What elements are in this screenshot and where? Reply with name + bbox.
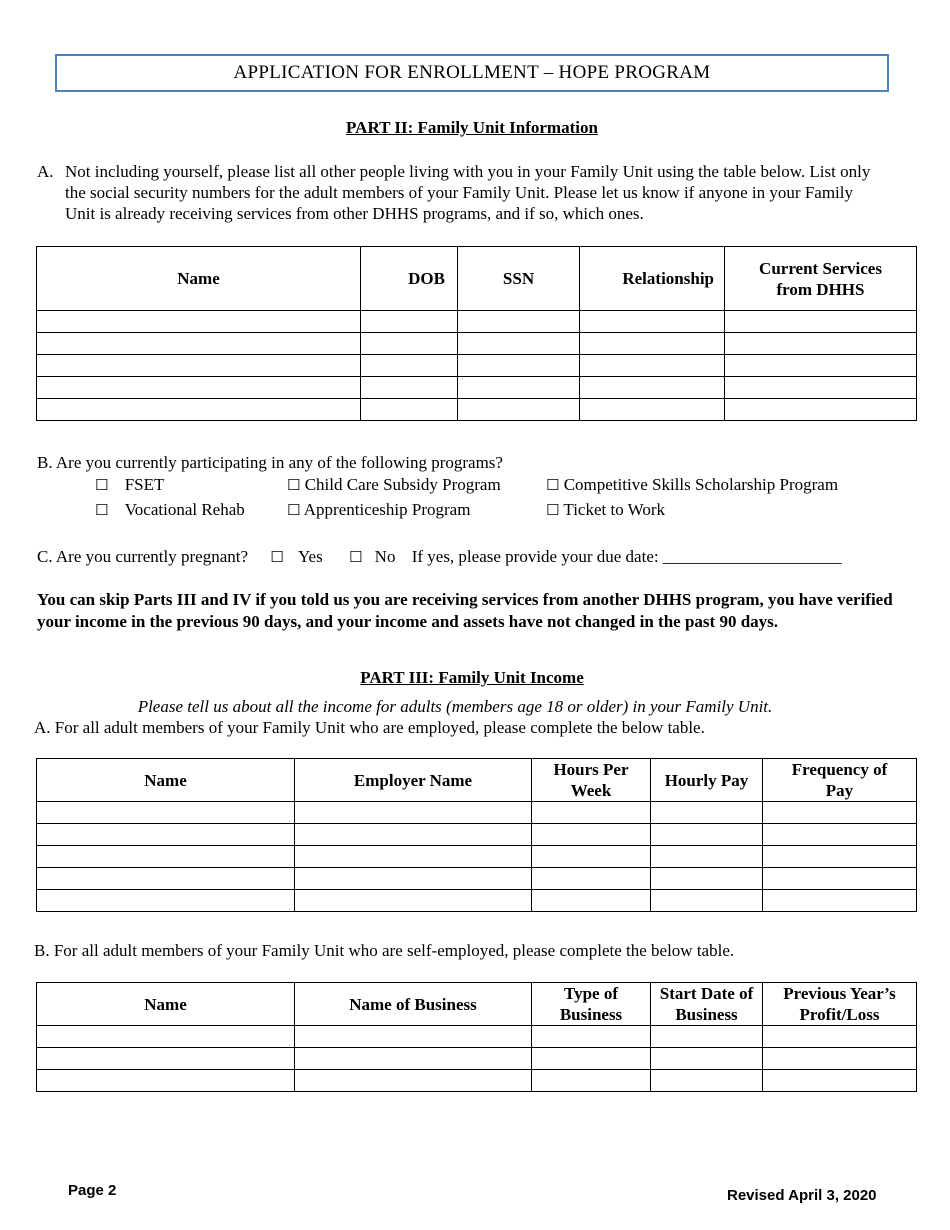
business-type-cell[interactable] [532, 1070, 651, 1092]
family-unit-header-row [37, 247, 917, 311]
pregnancy-question: C. Are you currently pregnant? [37, 547, 249, 566]
program-label: Child Care Subsidy Program [304, 475, 501, 494]
program-option-fset[interactable] [95, 475, 164, 495]
name-cell[interactable] [37, 846, 295, 868]
checkbox-icon[interactable]: ☐ [287, 501, 301, 519]
employed-income-table [36, 758, 917, 912]
checkbox-icon[interactable]: ☐ [287, 476, 301, 494]
name-cell[interactable] [37, 802, 295, 824]
name-cell[interactable] [37, 311, 361, 333]
services-cell[interactable] [725, 311, 917, 333]
business-name-cell[interactable] [295, 1070, 532, 1092]
part2-a-label: A. [37, 162, 54, 181]
services-cell[interactable] [725, 333, 917, 355]
table-row [37, 1026, 917, 1048]
name-cell[interactable] [37, 1070, 295, 1092]
self-employed-header-row [37, 983, 917, 1026]
program-label: Vocational Rehab [124, 500, 245, 519]
table-row [37, 868, 917, 890]
yes-checkbox-icon[interactable]: ☐ [270, 548, 284, 566]
relationship-cell[interactable] [580, 355, 725, 377]
name-cell[interactable] [37, 890, 295, 912]
table-row [37, 890, 917, 912]
ssn-cell[interactable] [458, 311, 580, 333]
table-row [37, 355, 917, 377]
part2-heading: PART II: Family Unit Information [346, 118, 598, 137]
part3-heading: PART III: Family Unit Income [360, 668, 584, 687]
frequency-cell[interactable] [763, 846, 917, 868]
name-cell[interactable] [37, 1026, 295, 1048]
frequency-cell[interactable] [763, 802, 917, 824]
hours-cell[interactable] [532, 890, 651, 912]
program-option-child-care[interactable] [287, 475, 501, 495]
name-cell[interactable] [37, 868, 295, 890]
name-cell[interactable] [37, 1048, 295, 1070]
part2-b-question: B. Are you currently participating in any of the following programs? [37, 453, 503, 472]
frequency-cell[interactable] [763, 890, 917, 912]
col-header-profit-loss: Previous Year’s Profit/Loss [763, 983, 917, 1026]
dob-cell[interactable] [361, 311, 458, 333]
no-label: No [374, 547, 396, 566]
family-unit-table [36, 246, 917, 421]
part3-b-instructions: B. For all adult members of your Family Unit who are self-employed, please complete the below table. [34, 941, 735, 960]
program-option-apprenticeship[interactable] [287, 500, 470, 520]
col-header-name: Name [37, 247, 361, 311]
col-header-dob: DOB [361, 247, 458, 311]
checkbox-icon[interactable]: ☐ [546, 476, 560, 494]
name-cell[interactable] [37, 399, 361, 421]
program-label: Competitive Skills Scholarship Program [563, 475, 839, 494]
hours-cell[interactable] [532, 802, 651, 824]
revision-date: Revised April 3, 2020 [727, 1187, 877, 1204]
due-date-field[interactable]: If yes, please provide your due date: _____________________ [411, 547, 842, 566]
form-title: APPLICATION FOR ENROLLMENT – HOPE PROGRAM [55, 54, 889, 92]
hours-cell[interactable] [532, 824, 651, 846]
table-row [37, 846, 917, 868]
frequency-cell[interactable] [763, 868, 917, 890]
col-header-name: Name [37, 983, 295, 1026]
part2-a-text: Not including yourself, please list all other people living with you in your Family Unit using the table below. List only the social security numbers for the adult members of your Family Unit. Please let us know if anyone in your Family Unit is already receiving services from other DHHS programs, and if so, which ones. [65, 162, 871, 223]
employer-cell[interactable] [295, 890, 532, 912]
name-cell[interactable] [37, 333, 361, 355]
program-label: Ticket to Work [563, 500, 665, 519]
col-header-start-date: Start Date of Business [651, 983, 763, 1026]
col-header-hourly-pay: Hourly Pay [651, 759, 763, 802]
table-row [37, 802, 917, 824]
part2-c-question-row [37, 546, 841, 568]
no-checkbox-icon[interactable]: ☐ [348, 548, 363, 566]
yes-label: Yes [297, 547, 323, 566]
profit-loss-cell[interactable] [763, 1048, 917, 1070]
relationship-cell[interactable] [580, 377, 725, 399]
business-type-cell[interactable] [532, 1048, 651, 1070]
services-cell[interactable] [725, 399, 917, 421]
pay-cell[interactable] [651, 802, 763, 824]
hours-cell[interactable] [532, 846, 651, 868]
col-header-ssn: SSN [458, 247, 580, 311]
program-option-ticket-to-work[interactable] [546, 500, 665, 520]
table-row [37, 1070, 917, 1092]
frequency-cell[interactable] [763, 824, 917, 846]
hours-cell[interactable] [532, 868, 651, 890]
dob-cell[interactable] [361, 355, 458, 377]
employed-header-row [37, 759, 917, 802]
table-row [37, 399, 917, 421]
employer-cell[interactable] [295, 846, 532, 868]
part3-a-instructions: A. For all adult members of your Family Unit who are employed, please complete the below table. [34, 718, 705, 737]
dob-cell[interactable] [361, 333, 458, 355]
profit-loss-cell[interactable] [763, 1026, 917, 1048]
relationship-cell[interactable] [580, 399, 725, 421]
program-option-competitive-skills[interactable] [546, 475, 838, 495]
pay-cell[interactable] [651, 846, 763, 868]
part3-intro: Please tell us about all the income for adults (members age 18 or older) in your Family Unit. [137, 697, 773, 716]
skip-note: You can skip Parts III and IV if you told us you are receiving services from another DHHS program, you have verified your income in the previous 90 days, and your income and assets have not changed in the past 90 days. [37, 590, 893, 631]
pay-cell[interactable] [651, 868, 763, 890]
ssn-cell[interactable] [458, 377, 580, 399]
services-cell[interactable] [725, 377, 917, 399]
program-label: Apprenticeship Program [303, 500, 471, 519]
col-header-hours-per-week: Hours Per Week [532, 759, 651, 802]
program-option-vocational-rehab[interactable] [95, 500, 245, 520]
pay-cell[interactable] [651, 824, 763, 846]
checkbox-icon[interactable]: ☐ [95, 476, 109, 494]
start-date-cell[interactable] [651, 1048, 763, 1070]
col-header-relationship: Relationship [580, 247, 725, 311]
dob-cell[interactable] [361, 377, 458, 399]
name-cell[interactable] [37, 377, 361, 399]
checkbox-icon[interactable]: ☐ [95, 501, 109, 519]
relationship-cell[interactable] [580, 311, 725, 333]
name-cell[interactable] [37, 355, 361, 377]
part2-a-instructions [37, 161, 887, 224]
dob-cell[interactable] [361, 399, 458, 421]
table-row [37, 377, 917, 399]
pay-cell[interactable] [651, 890, 763, 912]
profit-loss-cell[interactable] [763, 1070, 917, 1092]
start-date-cell[interactable] [651, 1026, 763, 1048]
ssn-cell[interactable] [458, 399, 580, 421]
col-header-type-of-business: Type of Business [532, 983, 651, 1026]
services-cell[interactable] [725, 355, 917, 377]
col-header-current-services: Current Services from DHHS [725, 247, 917, 311]
ssn-cell[interactable] [458, 333, 580, 355]
col-header-frequency-of-pay: Frequency of Pay [763, 759, 917, 802]
program-label: FSET [124, 475, 165, 494]
checkbox-icon[interactable]: ☐ [546, 501, 560, 519]
business-name-cell[interactable] [295, 1026, 532, 1048]
employer-cell[interactable] [295, 868, 532, 890]
employer-cell[interactable] [295, 824, 532, 846]
name-cell[interactable] [37, 824, 295, 846]
col-header-name-of-business: Name of Business [295, 983, 532, 1026]
employer-cell[interactable] [295, 802, 532, 824]
table-row [37, 333, 917, 355]
table-row [37, 311, 917, 333]
start-date-cell[interactable] [651, 1070, 763, 1092]
business-type-cell[interactable] [532, 1026, 651, 1048]
col-header-employer-name: Employer Name [295, 759, 532, 802]
business-name-cell[interactable] [295, 1048, 532, 1070]
relationship-cell[interactable] [580, 333, 725, 355]
ssn-cell[interactable] [458, 355, 580, 377]
page-number: Page 2 [68, 1182, 117, 1199]
table-row [37, 824, 917, 846]
self-employed-income-table [36, 982, 917, 1092]
col-header-name: Name [37, 759, 295, 802]
table-row [37, 1048, 917, 1070]
